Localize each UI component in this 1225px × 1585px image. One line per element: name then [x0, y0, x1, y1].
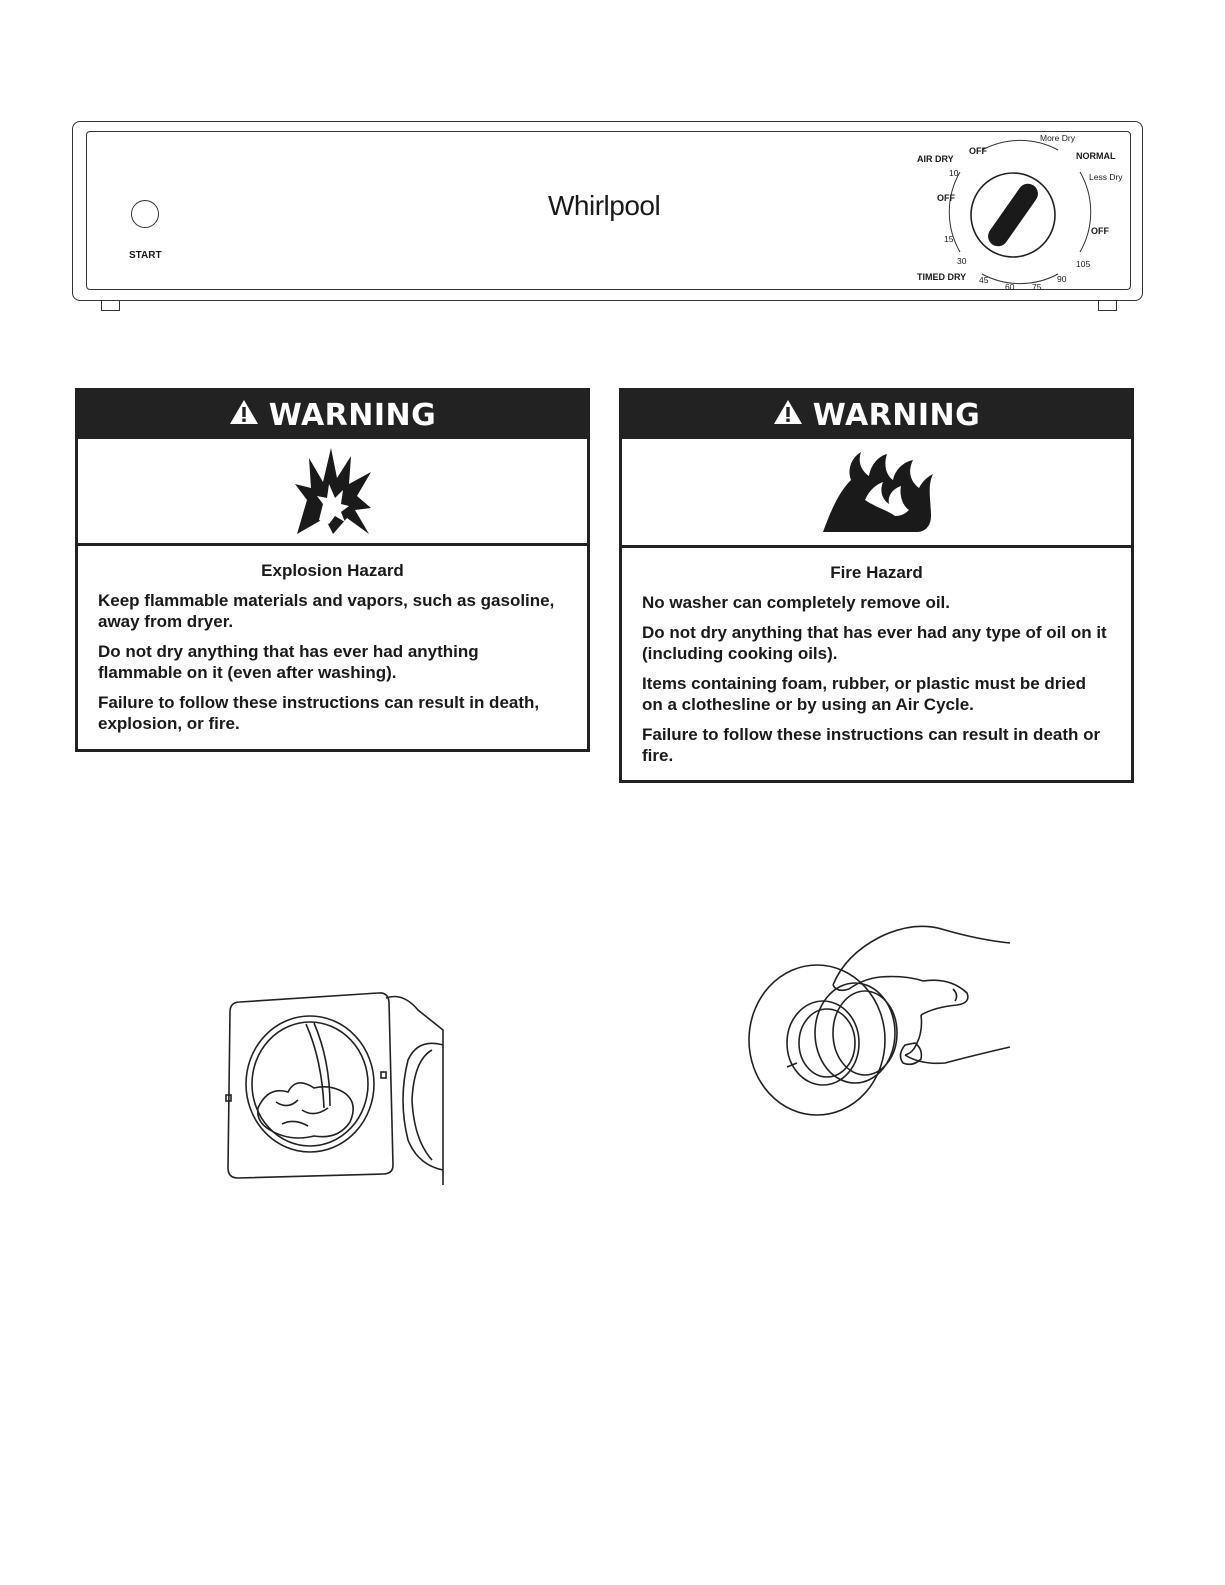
warning-triangle-icon [229, 398, 259, 433]
dial-label-105: 105 [1076, 259, 1091, 269]
dial-label-more-dry: More Dry [1040, 133, 1075, 143]
dial-label-off-left: OFF [937, 193, 955, 203]
warning-body [78, 546, 587, 753]
dial-arc-bottom [982, 274, 1058, 284]
warning-box-explosion [75, 388, 590, 752]
warning-icon-area [622, 439, 1131, 548]
panel-foot-right [1098, 301, 1117, 311]
warning-icon-area [78, 439, 587, 546]
brand-logo-text: Whirlpool [548, 190, 661, 221]
dial-label-10: 10 [949, 168, 959, 178]
dial-label-timed-dry: TIMED DRY [917, 272, 967, 282]
dial-label-air-dry: AIR DRY [917, 154, 954, 164]
dial-label-less-dry: Less Dry [1089, 172, 1123, 182]
dial-label-15: 15 [944, 234, 954, 244]
warning-header [78, 391, 587, 439]
warning-triangle-icon [773, 398, 803, 433]
hazard-title: Fire Hazard [830, 563, 923, 582]
warning-paragraph: Do not dry anything that has ever had any type of oil on it (including cooking oils). [642, 623, 1107, 663]
cycle-dial[interactable] [900, 127, 1140, 297]
dial-label-off-top: OFF [969, 146, 987, 156]
dial-arc-right [1080, 172, 1091, 252]
warning-header [622, 391, 1131, 439]
warning-paragraph: No washer can completely remove oil. [642, 593, 951, 612]
warning-paragraph: Keep flammable materials and vapors, such as gasoline, away from dryer. [98, 591, 555, 631]
hand-turning-knob-illustration [745, 915, 1015, 1125]
dial-label-normal: NORMAL [1076, 151, 1116, 161]
dial-label-off-right: OFF [1091, 226, 1109, 236]
start-label: START [129, 250, 162, 261]
brand-logo [548, 190, 660, 222]
panel-foot-left [101, 301, 120, 311]
warning-body [622, 548, 1131, 785]
dial-label-30: 30 [957, 256, 967, 266]
explosion-icon [291, 448, 375, 534]
warning-paragraph: Items containing foam, rubber, or plastic must be dried on a clothesline or by using an Air Cycle. [642, 674, 1086, 714]
warning-paragraph: Failure to follow these instructions can result in death or fire. [642, 725, 1101, 765]
dial-label-45: 45 [979, 275, 989, 285]
dryer-drum-illustration [218, 990, 448, 1185]
warning-header-text: WARNING [268, 397, 437, 433]
fire-icon [821, 450, 933, 534]
start-button[interactable] [131, 200, 159, 228]
warning-header-text: WARNING [812, 397, 981, 433]
warning-box-fire [619, 388, 1134, 783]
hazard-title: Explosion Hazard [261, 561, 404, 580]
warning-paragraph: Do not dry anything that has ever had anything flammable on it (even after washing). [98, 642, 479, 682]
warning-paragraph: Failure to follow these instructions can result in death, explosion, or fire. [98, 693, 540, 733]
dial-label-90: 90 [1057, 274, 1067, 284]
dial-label-60: 60 [1005, 282, 1015, 292]
dial-label-75: 75 [1032, 282, 1042, 292]
